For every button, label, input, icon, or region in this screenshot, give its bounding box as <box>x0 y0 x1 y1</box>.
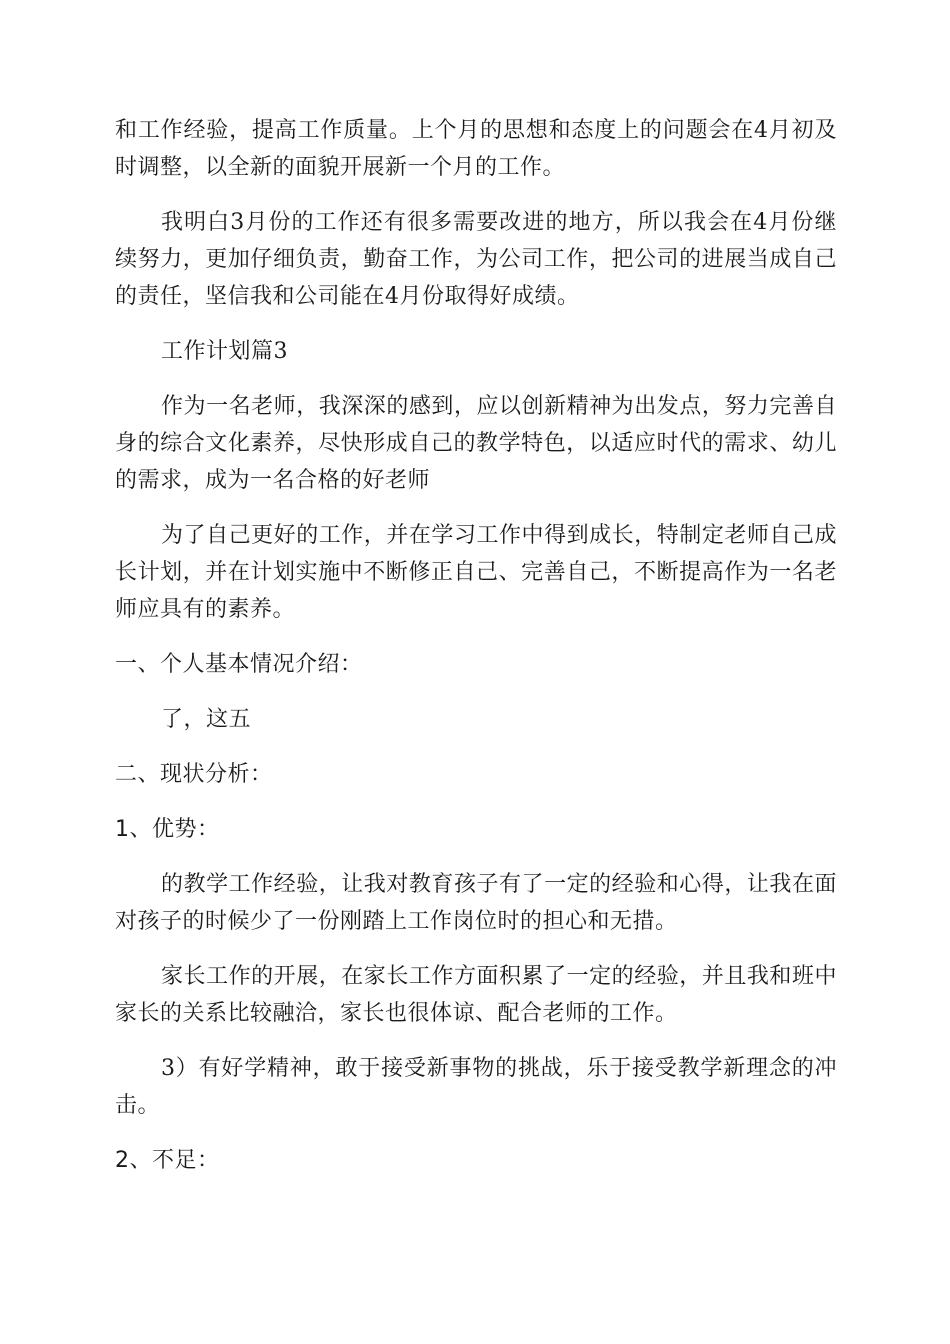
heading-strengths: 1、优势： <box>115 817 220 842</box>
heading-current-analysis: 二、现状分析： <box>115 762 273 787</box>
section-heading-plan-3: 工作计划篇3 <box>161 339 288 364</box>
heading-personal-info: 一、个人基本情况介绍： <box>115 652 363 677</box>
paragraph-continued: 和工作经验，提高工作质量。上个月的思想和态度上的问题会在4月初及时调整，以全新的面貌开展新一个月的工作。 <box>115 118 837 180</box>
paragraph-parent-work: 家长工作的开展，在家长工作方面积累了一定的经验，并且我和班中家长的关系比较融洽，家长也很体谅、配合老师的工作。 <box>115 964 837 1026</box>
paragraph-learning-spirit: 3）有好学精神，敢于接受新事物的挑战，乐于接受教学新理念的冲击。 <box>115 1056 837 1118</box>
document-body <box>115 112 837 1179</box>
paragraph-teacher-intro: 作为一名老师，我深深的感到，应以创新精神为出发点，努力完善自身的综合文化素养，尽快形成自己的教学特色，以适应时代的需求、幼儿的需求，成为一名合格的好老师 <box>115 394 837 493</box>
paragraph-personal-info: 了，这五 <box>161 707 252 732</box>
paragraph-march-review: 我明白3月份的工作还有很多需要改进的地方，所以我会在4月份继续努力，更加仔细负责，勤奋工作，为公司工作，把公司的进展当成自己的责任，坚信我和公司能在4月份取得好成绩。 <box>115 210 837 309</box>
paragraph-teaching-experience: 的教学工作经验，让我对教育孩子有了一定的经验和心得，让我在面对孩子的时候少了一份刚踏上工作岗位时的担心和无措。 <box>115 872 837 934</box>
paragraph-growth-plan: 为了自己更好的工作，并在学习工作中得到成长，特制定老师自己成长计划，并在计划实施中不断修正自己、完善自己，不断提高作为一名老师应具有的素养。 <box>115 523 837 622</box>
heading-weaknesses: 2、不足： <box>115 1148 220 1173</box>
